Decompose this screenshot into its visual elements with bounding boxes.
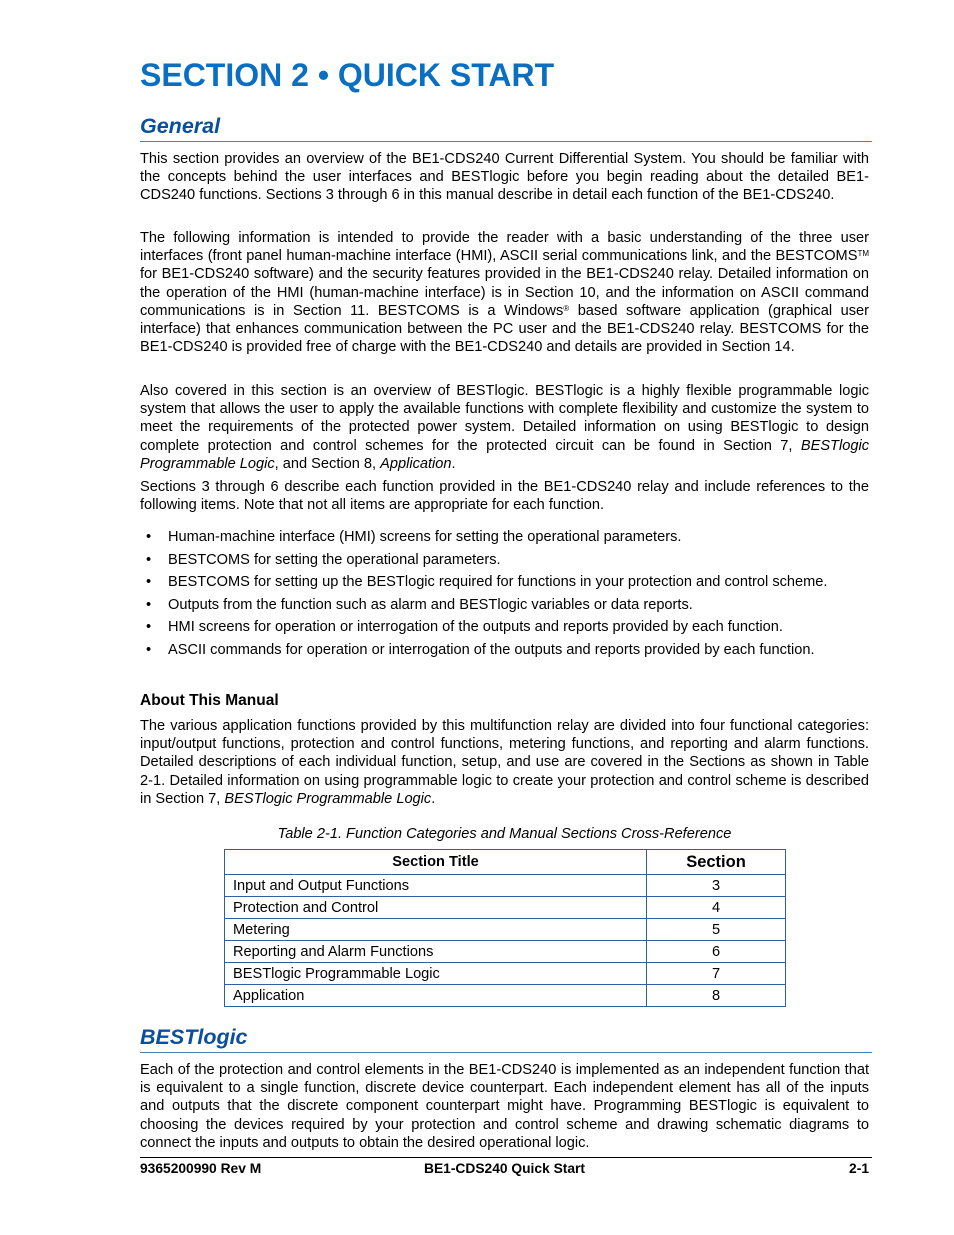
list-item-text: Human-machine interface (HMI) screens for setting the operational parameters.: [168, 529, 682, 545]
bestlogic-heading: BESTlogic: [140, 1024, 872, 1053]
general-heading: General: [140, 113, 872, 142]
general-paragraph-1: This section provides an overview of the BE1-CDS240 Current Differential System. You should be familiar with the concepts behind the user interfaces and BESTlogic before you begin reading about the detailed BE1-CDS240 functions. Sections 3 through 6 in this manual describe in detail each function of the BE1-CDS240.: [140, 151, 869, 204]
column-header-section-title: Section Title: [225, 850, 647, 875]
function-items-list: [140, 528, 869, 664]
bullet-glyph: •: [146, 529, 152, 545]
general-p2-part-c: based software application (graphical user interface) that enhances communication between the PC user and the BE1-CDS240 relay. BESTCOMS for the BE1-CDS240 is provided free of charge with the BE1-CDS240 and details are provided in Section 14.: [140, 302, 869, 356]
general-p3-part-b: , and Section 8,: [274, 455, 381, 472]
table-row: [225, 875, 786, 897]
page-footer: [140, 1161, 869, 1177]
table-caption: Table 2-1. Function Categories and Manual Sections Cross-Reference: [277, 826, 732, 842]
general-paragraph-4: Sections 3 through 6 describe each function provided in the BE1-CDS240 relay and include references to the following items. Note that not all items are appropriate for each function.: [140, 479, 869, 514]
row-title: Metering: [225, 919, 647, 941]
list-item-text: ASCII commands for operation or interrogation of the outputs and reports provided by each function.: [168, 641, 815, 658]
table-row: [225, 985, 786, 1007]
list-item-text: HMI screens for operation or interrogation of the outputs and reports provided by each function.: [168, 619, 783, 636]
general-p2-part-a: The following information is intended to provide the reader with a basic understanding of the three user interfaces (front panel human-machine interface (HMI), ASCII serial communications link, and the BESTCOMS: [140, 230, 869, 265]
bullet-glyph: •: [146, 641, 152, 658]
table-row: [225, 941, 786, 963]
general-p3-ref-bestlogic: BESTlogic Programmable Logic: [140, 437, 869, 472]
row-title: Protection and Control: [225, 897, 647, 919]
row-section: 5: [647, 919, 786, 941]
bullet-glyph: •: [146, 619, 152, 636]
column-header-section: Section: [647, 850, 786, 875]
row-title: Application: [225, 985, 647, 1007]
footer-document-title: BE1-CDS240 Quick Start: [423, 1161, 586, 1176]
registered-symbol: ®: [563, 303, 570, 313]
row-title: Input and Output Functions: [225, 875, 647, 897]
general-p2-part-b: for BE1-CDS240 software) and the security features provided in the BE1-CDS240 relay. Detailed information on the operation of the HMI (human-machine interface) is in Section 10, and the information on ASCII command communications is in Section 11. BESTCOMS is a Windows: [140, 266, 869, 319]
list-item: [140, 641, 869, 659]
list-item: [140, 596, 869, 614]
row-title: BESTlogic Programmable Logic: [225, 963, 647, 985]
list-item-text: BESTCOMS for setting up the BESTlogic required for functions in your protection and control scheme.: [168, 574, 828, 591]
general-paragraph-2: [140, 229, 869, 356]
bestlogic-paragraph: Each of the protection and control elements in the BE1-CDS240 is implemented as an independent function that is equivalent to a single function, discrete device counterpart. Each independent element has all of the inputs and outputs that the discrete component counterpart might have. Programming BESTlogic is equivalent to choosing the devices required by your protection and control scheme and drawing schematic diagrams to connect the inputs and outputs to obtain the desired operational logic.: [140, 1062, 869, 1151]
bullet-glyph: •: [146, 574, 152, 591]
table-row: [225, 897, 786, 919]
trademark-symbol: TM: [857, 249, 869, 259]
footer-divider: [140, 1157, 872, 1158]
general-paragraph-3: [140, 382, 869, 473]
table-row: [225, 919, 786, 941]
footer-page-number: 2-1: [849, 1161, 869, 1176]
list-item: [140, 551, 869, 569]
general-p3-part-c: .: [451, 455, 456, 472]
list-item: [140, 618, 869, 636]
footer-document-number: 9365200990 Rev M: [140, 1161, 262, 1176]
about-p-part-a: The various application functions provided by this multifunction relay are divided into four functional categories: input/output functions, protection and control functions, metering functions, and reporting and alarm functions. Detailed descriptions of each individual function, setup, and use are covered in the Sections as shown in Table 2-1. Detailed information on using programmable logic to create your protection and control scheme is described in Section 7,: [140, 718, 869, 807]
about-p-ref-bestlogic: BESTlogic Programmable Logic: [224, 790, 432, 807]
row-section: 4: [647, 897, 786, 919]
bullet-glyph: •: [146, 551, 152, 568]
cross-reference-table: [224, 849, 786, 1007]
table-header-row: [225, 850, 786, 875]
row-section: 7: [647, 963, 786, 985]
general-p3-ref-application: Application: [380, 455, 452, 472]
table-row: [225, 963, 786, 985]
row-section: 6: [647, 941, 786, 963]
list-item-text: BESTCOMS for setting the operational parameters.: [168, 551, 501, 568]
list-item-text: Outputs from the function such as alarm and BESTlogic variables or data reports.: [168, 596, 693, 613]
bullet-glyph: •: [146, 596, 152, 613]
list-item: [140, 573, 869, 591]
row-section: 3: [647, 875, 786, 897]
row-title: Reporting and Alarm Functions: [225, 941, 647, 963]
about-paragraph: [140, 717, 869, 808]
general-p3-part-a: Also covered in this section is an overview of BESTlogic. BESTlogic is a highly flexible programmable logic system that allows the user to apply the available functions with complete flexibility and customize the system to meet the requirements of the protected power system. Detailed information on using BESTlogic to design complete protection and control schemes for the protected circuit can be found in Section 7,: [140, 383, 869, 454]
section-title: SECTION 2 • QUICK START: [140, 57, 555, 93]
list-item: [140, 528, 869, 546]
row-section: 8: [647, 985, 786, 1007]
about-heading: About This Manual: [140, 692, 279, 709]
about-p-part-b: .: [431, 790, 436, 807]
